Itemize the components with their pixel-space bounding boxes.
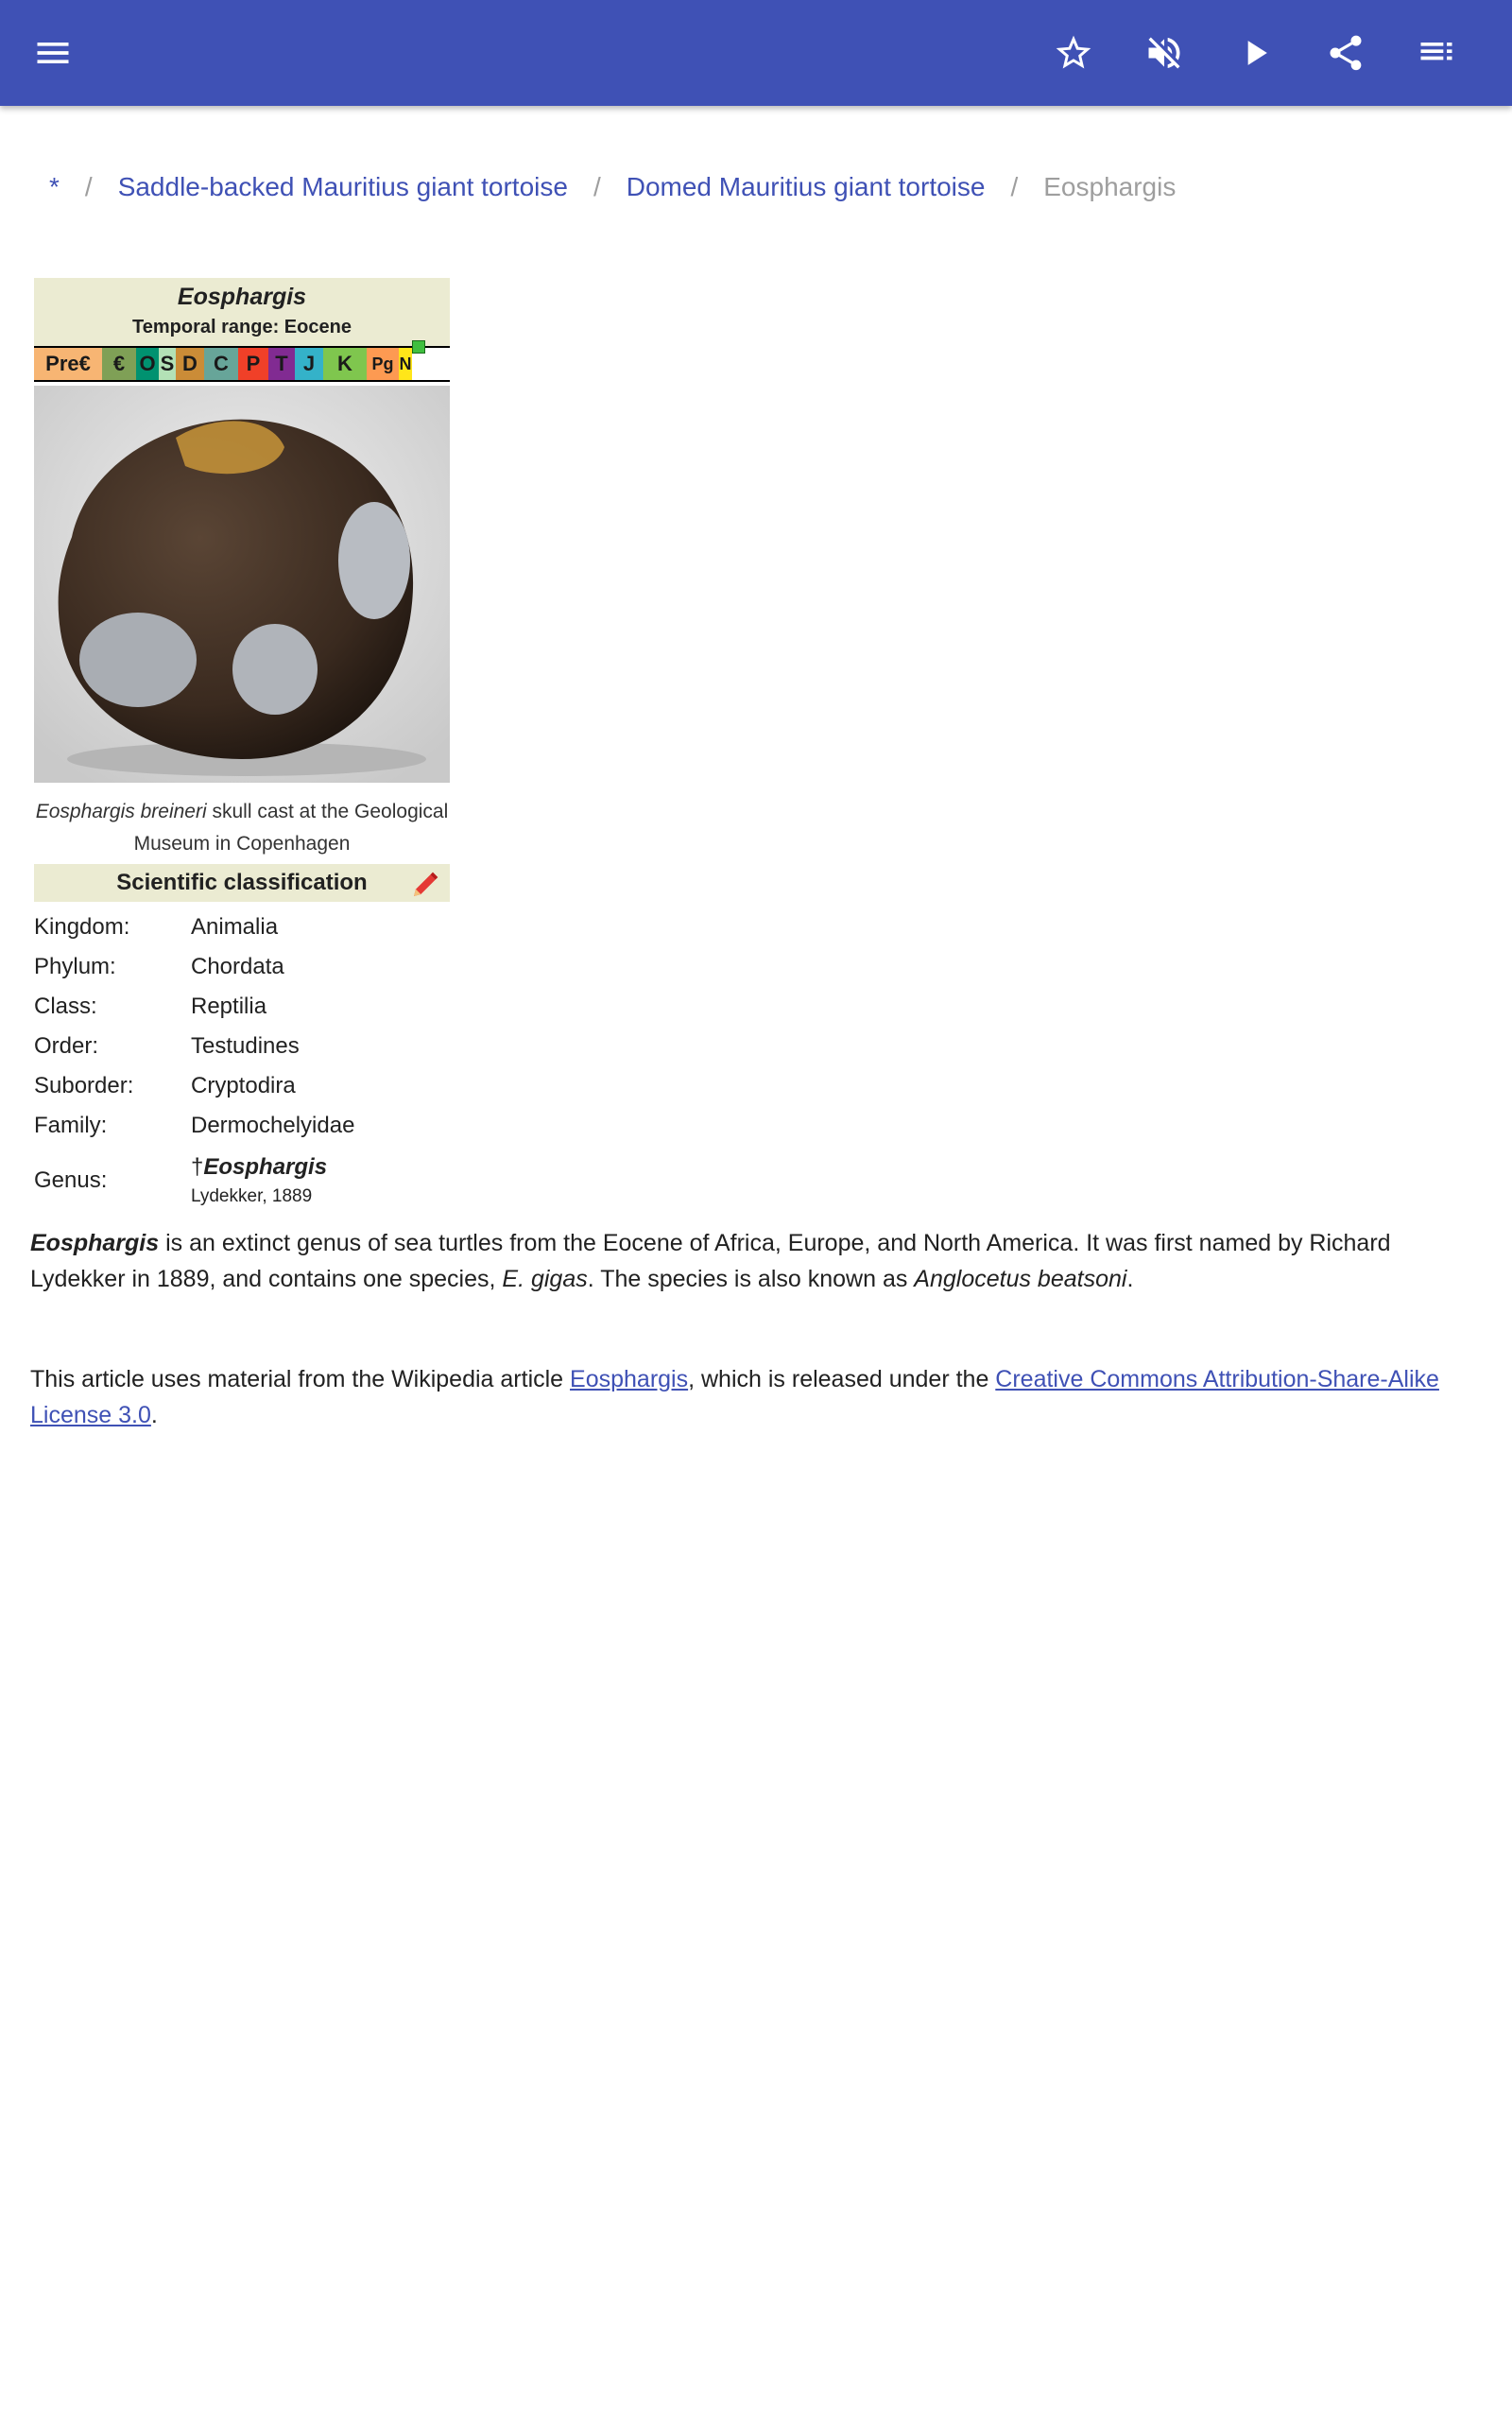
timeline-period-cambrian: € (102, 348, 136, 380)
volume-off-icon[interactable] (1134, 23, 1194, 83)
taxonomy-table (34, 908, 450, 1216)
taxonomy-row-order (34, 1027, 450, 1066)
timeline-period-t: T (268, 348, 295, 380)
taxonomy-value: Cryptodira (191, 1073, 296, 1098)
timeline-period-o: O (136, 348, 159, 380)
article-text: This article uses material from the Wikipedia article (30, 1366, 571, 1392)
article-link[interactable]: Creative Commons Attribution-Share-Alike License 3.0 (30, 1366, 1439, 1428)
taxonomy-value: Testudines (191, 1033, 300, 1059)
breadcrumb-link-home[interactable]: * (49, 172, 60, 201)
breadcrumb-separator: / (84, 172, 93, 201)
article-text: . (1126, 1266, 1134, 1292)
genus-name: Eosphargis (203, 1154, 328, 1180)
taxonomy-key: Suborder: (34, 1073, 134, 1098)
caption-species: Eosphargis breineri (35, 801, 207, 822)
playlist-icon[interactable] (1406, 23, 1467, 83)
taxonomy-row-genus (34, 1146, 450, 1216)
taxonomy-row-family (34, 1106, 450, 1146)
image-caption (34, 796, 450, 860)
classification-heading (34, 864, 450, 902)
timeline-period-precambrian: Pre€ (34, 348, 102, 380)
play-icon[interactable] (1225, 23, 1285, 83)
taxonomy-key: Class: (34, 994, 97, 1019)
taxonomy-key: Kingdom: (34, 914, 130, 940)
timeline-period-s: S (159, 348, 176, 380)
article-text: . The species is also known as (587, 1266, 915, 1292)
article-subject: Eosphargis (30, 1230, 160, 1256)
breadcrumb-link-saddle-backed[interactable]: Saddle-backed Mauritius giant tortoise (117, 172, 568, 201)
breadcrumb-link-domed[interactable]: Domed Mauritius giant tortoise (626, 172, 986, 201)
article-link[interactable]: Eosphargis (570, 1366, 689, 1392)
breadcrumb-current: Eosphargis (1043, 172, 1177, 201)
taxonomy-row-kingdom (34, 908, 450, 947)
taxonomy-row-suborder (34, 1066, 450, 1106)
timeline-period-n: N (399, 348, 412, 380)
temporal-range: Temporal range: Eocene (132, 317, 352, 337)
article-paragraph-intro (30, 1225, 1486, 1297)
timeline-period-j: J (295, 348, 323, 380)
taxonomy-row-phylum (34, 947, 450, 987)
taxonomy-key: Family: (34, 1113, 108, 1138)
article-paragraph-license (30, 1361, 1486, 1433)
timeline-period-d: D (176, 348, 204, 380)
menu-icon[interactable] (23, 23, 83, 83)
infobox-header (34, 278, 450, 346)
timeline-marker (412, 340, 425, 354)
breadcrumb-separator: / (593, 172, 601, 201)
timeline-period-pg: Pg (367, 348, 399, 380)
taxonomy-value: Animalia (191, 914, 279, 940)
italic-text: E. gigas (502, 1266, 588, 1292)
taxonomy-row-class (34, 987, 450, 1027)
article-body (30, 1225, 1486, 1433)
star-icon[interactable] (1043, 23, 1104, 83)
taxonomy-key: Order: (34, 1033, 99, 1059)
pencil-icon[interactable] (410, 870, 440, 900)
italic-text: Anglocetus beatsoni (914, 1266, 1127, 1292)
taxonomy-key: Genus: (34, 1167, 108, 1193)
genus-authority: Lydekker, 1889 (191, 1186, 313, 1206)
article-text: . (150, 1402, 158, 1428)
breadcrumb (49, 168, 1176, 206)
extinct-dagger: † (191, 1154, 204, 1180)
timeline-period-c: C (204, 348, 238, 380)
article-text: is an extinct genus of sea turtles from the Eocene of Africa, Europe, and North America. It was first named by Richard Lydekker in 1889, and contains one species, (30, 1230, 1391, 1292)
taxonomy-value: Reptilia (191, 994, 267, 1019)
timeline-period-k: K (323, 348, 367, 380)
genus-value (191, 1154, 327, 1207)
classification-heading-label: Scientific classification (116, 870, 368, 895)
share-icon[interactable] (1315, 23, 1376, 83)
timeline-period-p: P (238, 348, 268, 380)
taxonomy-value: Chordata (191, 954, 284, 979)
caption-text: skull cast at the Geological Museum in Copenhagen (133, 801, 449, 855)
article-text: , which is released under the (688, 1366, 996, 1392)
app-bar (0, 0, 1512, 106)
infobox (34, 278, 450, 1216)
infobox-title: Eosphargis (177, 284, 307, 310)
geologic-timeline (34, 346, 450, 382)
breadcrumb-separator: / (1010, 172, 1019, 201)
skull-cast-photo[interactable] (34, 386, 450, 783)
taxonomy-value: Dermochelyidae (191, 1113, 355, 1138)
taxonomy-key: Phylum: (34, 954, 116, 979)
